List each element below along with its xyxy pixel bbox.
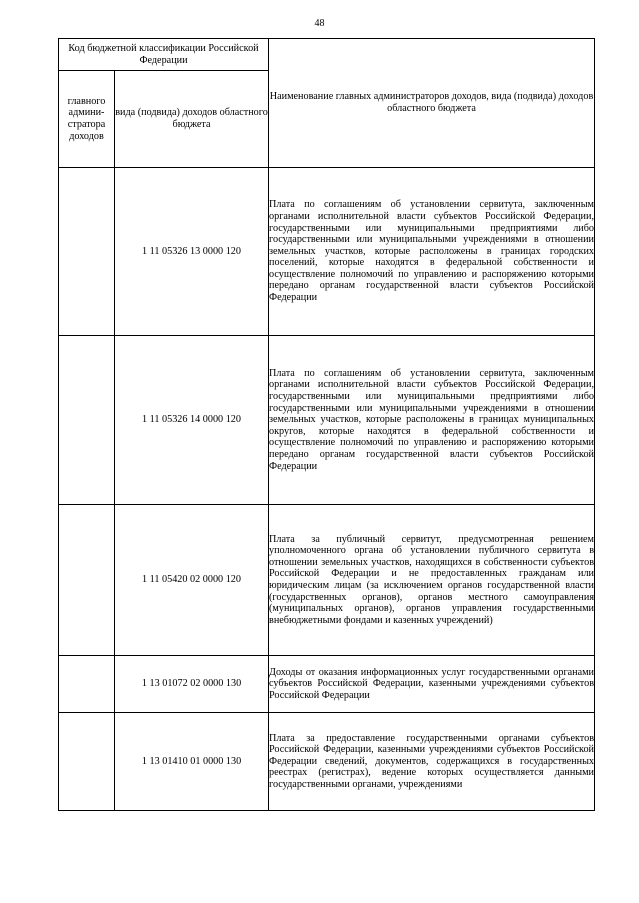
- header-classification-code: Код бюджетной классификации Российской Федерации: [59, 39, 269, 71]
- header-administrator-name: Наименование главных администраторов доходов, вида (подвида) доходов областного бюджета: [269, 39, 595, 168]
- table-header-row: [59, 39, 595, 71]
- admin-code-cell: [59, 713, 115, 811]
- admin-code-cell: [59, 336, 115, 505]
- table-row: [59, 656, 595, 713]
- description-cell: Плата за публичный сервитут, предусмотренная решением уполномоченного органа об установлении публичного сервитута в отношении земельных участков, находящихся в собственности субъектов Российской Федерации и не предоставленных гражданам или юридическим лицам (за исключением органов государственной власти (государственных органов), органов местного самоуправления (муниципальных органов), органов управления государственными внебюджетными фондами и казенных учреждений): [269, 505, 595, 656]
- table-row: [59, 336, 595, 505]
- description-cell: Плата по соглашениям об установлении сервитута, заключенным органами исполнительной власти субъектов Российской Федерации, государственными или муниципальными предприятиями либо государственными или муниципальными учреждениями в отношении земельных участков, которые расположены в границах муниципальных округов, которые находятся в федеральной собственности и осуществление полномочий по управлению и распоряжению которыми передано органам государственной власти субъектов Российской Федерации: [269, 336, 595, 505]
- table-row: [59, 505, 595, 656]
- admin-code-cell: [59, 168, 115, 336]
- budget-classification-table: [58, 38, 595, 811]
- income-code-cell: 1 11 05420 02 0000 120: [115, 505, 269, 656]
- income-code-cell: 1 13 01410 01 0000 130: [115, 713, 269, 811]
- admin-code-cell: [59, 505, 115, 656]
- income-code-cell: 1 13 01072 02 0000 130: [115, 656, 269, 713]
- table-row: [59, 713, 595, 811]
- description-cell: Плата по соглашениям об установлении сервитута, заключенным органами исполнительной власти субъектов Российской Федерации, государственными или муниципальными предприятиями либо государственными или муниципальными учреждениями в отношении земельных участков, которые расположены в границах городских поселений, которые находятся в федеральной собственности и осуществление полномочий по управлению и распоряжению которыми передано органам государственной власти субъектов Российской Федерации: [269, 168, 595, 336]
- description-cell: Плата за предоставление государственными органами субъектов Российской Федерации, казенными учреждениями субъектов Российской Федерации сведений, документов, содержащихся в государственных реестрах (регистрах), ведение которых осуществляется данными государственными органами, учреждениями: [269, 713, 595, 811]
- table-row: [59, 168, 595, 336]
- page-number: 48: [314, 18, 325, 29]
- header-main-administrator: главного админи-стратора доходов: [59, 71, 115, 168]
- admin-code-cell: [59, 656, 115, 713]
- description-cell: Доходы от оказания информационных услуг государственными органами субъектов Российской Федерации, казенными учреждениями субъектов Российской Федерации: [269, 656, 595, 713]
- income-code-cell: 1 11 05326 14 0000 120: [115, 336, 269, 505]
- income-code-cell: 1 11 05326 13 0000 120: [115, 168, 269, 336]
- header-income-type: вида (подвида) доходов областного бюджета: [115, 71, 269, 168]
